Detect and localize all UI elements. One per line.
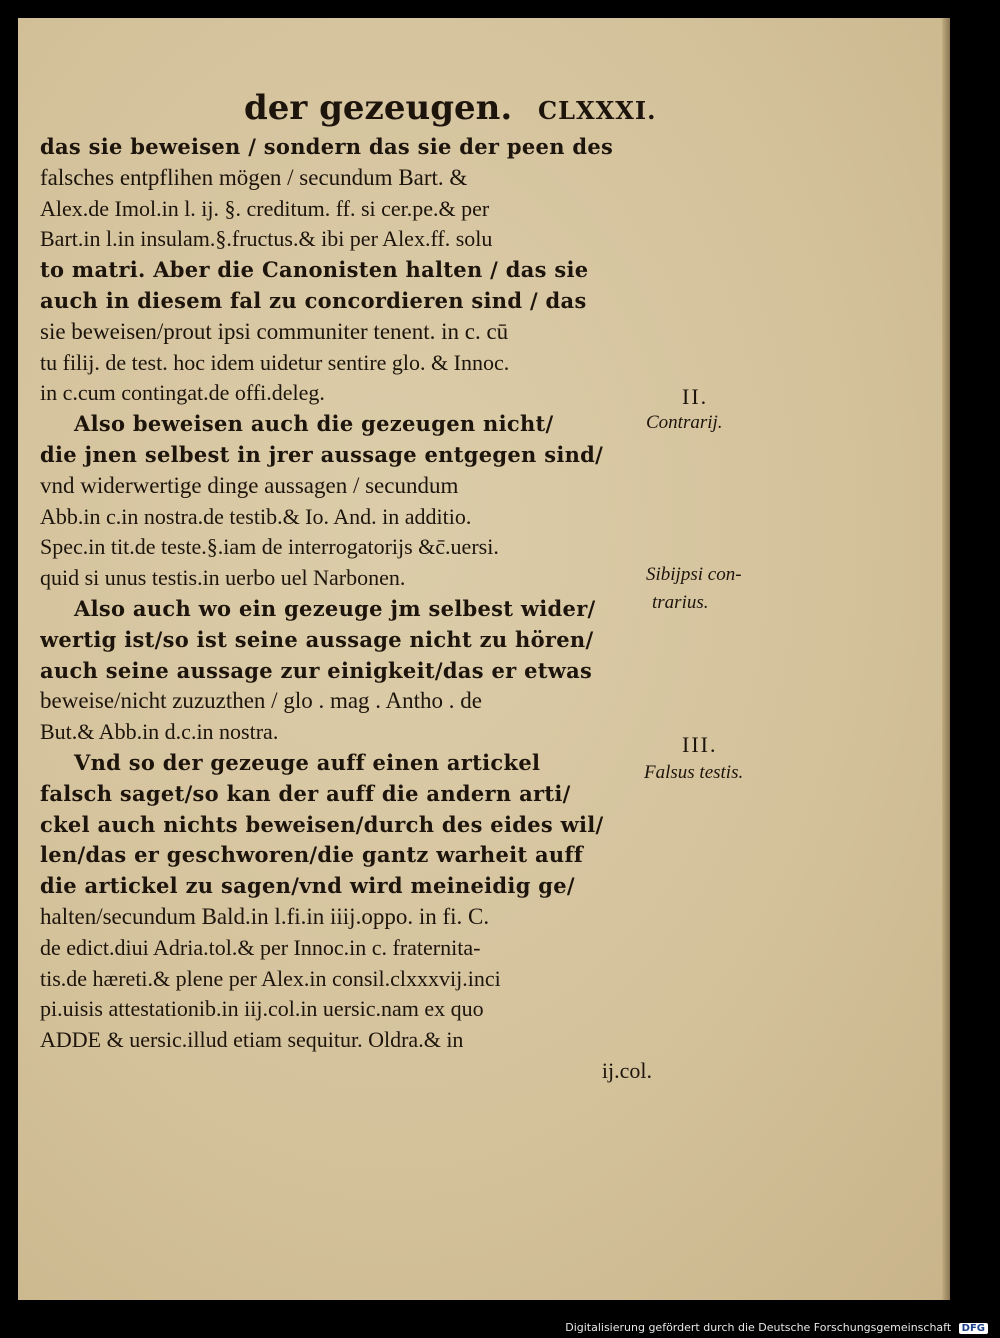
text-line: tis.de hæreti.& plene per Alex.in consil.clxxxvij.inci bbox=[40, 965, 501, 991]
text-line: Spec.in tit.de teste.§.iam de interrogatorijs &c̄.uersi. bbox=[40, 534, 499, 560]
margin-number-3: III. bbox=[682, 732, 718, 757]
text-line: Alex.de Imol.in l. ij. §. creditum. ff. si cer.pe.& per bbox=[40, 195, 490, 221]
text-line: to matri. Aber die Canonisten halten / das sie bbox=[40, 257, 589, 283]
text-line: ADDE & uersic.illud etiam sequitur. Oldra.& in bbox=[40, 1027, 464, 1053]
text-line: die jnen selbest in jrer aussage entgegen sind/ bbox=[40, 441, 604, 467]
text-line: falsch saget/so kan der auff die andern arti/ bbox=[40, 780, 571, 806]
text-line: len/das er geschworen/die gantz warheit auff bbox=[40, 842, 584, 868]
text-line: beweise/nicht zuzuzthen / glo . mag . Antho . de bbox=[40, 688, 482, 714]
text-line: auch seine aussage zur einigkeit/das er etwas bbox=[40, 657, 593, 683]
text-line: vnd widerwertige dinge aussagen / secundum bbox=[40, 472, 459, 498]
text-line: pi.uisis attestationib.in iij.col.in uersic.nam ex quo bbox=[40, 996, 484, 1022]
text-line: Also auch wo ein gezeuge jm selbest wider/ bbox=[74, 595, 596, 621]
running-head: der gezeugen. bbox=[244, 88, 513, 128]
text-line: quid si unus testis.in uerbo uel Narbonen. bbox=[40, 565, 406, 591]
text-line: Abb.in c.in nostra.de testib.& Io. And. in additio. bbox=[40, 503, 472, 529]
footer-text: Digitalisierung gefördert durch die Deutsche Forschungsgemeinschaft bbox=[565, 1321, 952, 1334]
text-line: ckel auch nichts beweisen/durch des eides wil/ bbox=[40, 811, 604, 837]
text-line: Bart.in l.in insulam.§.fructus.& ibi per Alex.ff. solu bbox=[40, 226, 493, 252]
text-line: wertig ist/so ist seine aussage nicht zu hören/ bbox=[40, 626, 594, 652]
text-line: ij.col. bbox=[601, 1057, 652, 1083]
page-spine-shadow bbox=[942, 18, 950, 1300]
text-line: sie beweisen/prout ipsi communiter tenent. in c. cū bbox=[40, 318, 509, 344]
text-line: halten/secundum Bald.in l.fi.in iiij.oppo. in fi. C. bbox=[40, 903, 490, 929]
margin-note-falsus-testis: Falsus testis. bbox=[644, 762, 744, 783]
folio-number: CLXXXI. bbox=[538, 96, 657, 125]
text-line: Vnd so der gezeuge auff einen artickel bbox=[74, 749, 541, 775]
margin-note-contrarij: Contrarij. bbox=[646, 412, 723, 433]
text-line: in c.cum contingat.de offi.deleg. bbox=[40, 380, 325, 406]
text-line: das sie beweisen / sondern das sie der peen des bbox=[40, 134, 614, 159]
text-line: de edict.diui Adria.tol.& per Innoc.in c. fraternita- bbox=[40, 934, 481, 960]
margin-note-sibijpsi-2: trarius. bbox=[652, 592, 709, 613]
footer-credit bbox=[565, 1321, 988, 1334]
text-line: die artickel zu sagen/vnd wird meineidig ge/ bbox=[40, 873, 575, 899]
margin-note-sibijpsi-1: Sibijpsi con- bbox=[646, 564, 742, 585]
text-line: But.& Abb.in d.c.in nostra. bbox=[40, 719, 279, 745]
text-line: auch in diesem fal zu concordieren sind / das bbox=[40, 287, 587, 313]
text-line: tu filij. de test. hoc idem uidetur sentire glo. & Innoc. bbox=[40, 349, 510, 375]
book-page bbox=[18, 18, 950, 1300]
main-text-block bbox=[40, 132, 652, 1087]
text-line: falsches entpflihen mögen / secundum Bart. & bbox=[40, 164, 468, 190]
text-line: Also beweisen auch die gezeugen nicht/ bbox=[74, 411, 554, 437]
margin-number-2: II. bbox=[682, 384, 709, 409]
dfg-logo: DFG bbox=[959, 1323, 988, 1334]
